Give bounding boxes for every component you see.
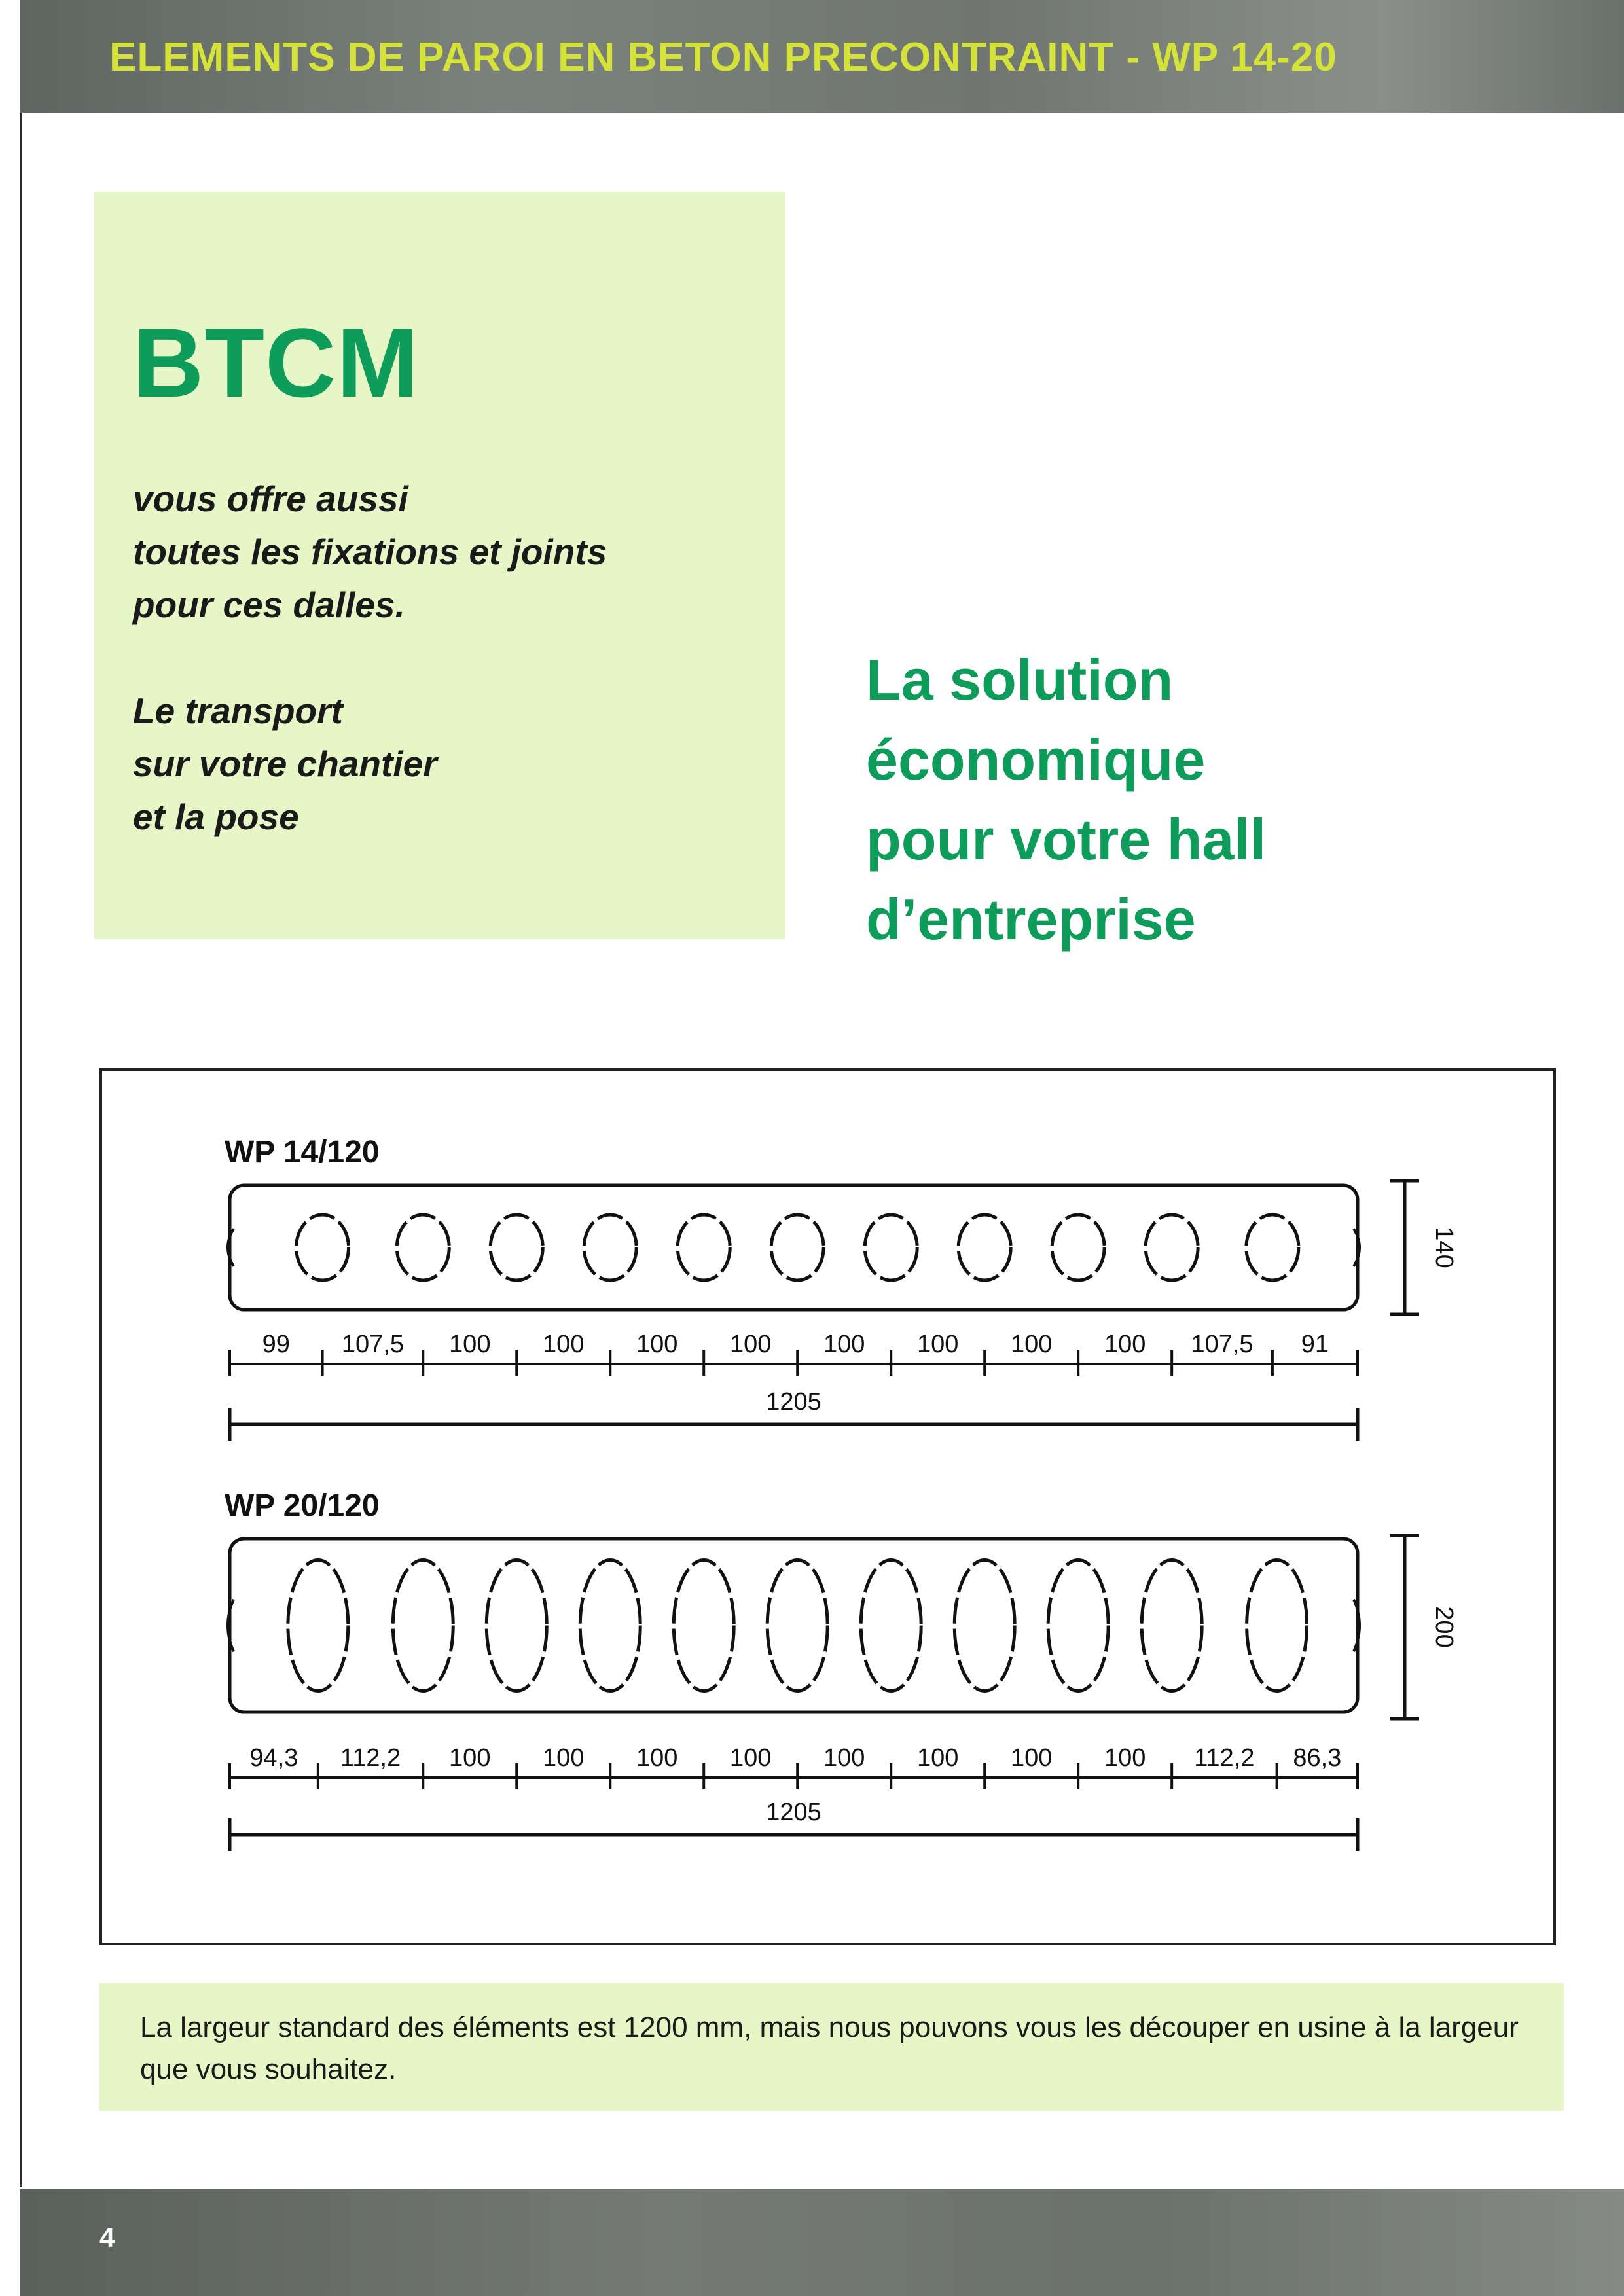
hollow-core	[490, 1215, 543, 1280]
hollow-core	[486, 1560, 547, 1691]
tagline-line: pour votre hall	[866, 807, 1267, 872]
hollow-core	[954, 1560, 1015, 1691]
left-border-rule	[20, 113, 22, 2187]
slab-outline	[230, 1539, 1358, 1712]
spacing-label: 100	[449, 1331, 491, 1358]
spacing-label: 99	[262, 1331, 290, 1358]
section-title: WP 20/120	[225, 1488, 380, 1523]
spacing-label: 100	[1104, 1744, 1146, 1772]
total-width-label: 1205	[766, 1799, 821, 1826]
spacing-label: 112,2	[1194, 1744, 1255, 1772]
hollow-core	[677, 1215, 730, 1280]
spacing-label: 100	[730, 1331, 772, 1358]
hollow-core	[865, 1215, 917, 1280]
tagline-line: d’entreprise	[866, 887, 1196, 952]
spacing-label: 100	[916, 1744, 959, 1772]
footnote-text: La largeur standard des éléments est 1200 mm, mais nous pouvons vous les découper en usine à la largeur que vous souhaitez.	[140, 2011, 1519, 2085]
intro-line: pour ces dalles.	[133, 584, 405, 625]
intro-line: Le transport	[133, 691, 343, 731]
brand-name: BTCM	[133, 308, 420, 418]
spacing-label: 107,5	[1191, 1331, 1254, 1358]
spacing-label: 100	[543, 1744, 585, 1772]
hollow-core	[288, 1560, 348, 1691]
hollow-core	[1048, 1560, 1108, 1691]
total-width-label: 1205	[766, 1388, 821, 1416]
cross-section-diagram	[99, 1068, 1556, 1945]
spacing-label: 112,2	[340, 1744, 401, 1772]
hollow-core	[674, 1560, 734, 1691]
intro-line: et la pose	[133, 797, 299, 837]
spacing-label: 100	[449, 1744, 491, 1772]
spacing-label: 100	[636, 1331, 678, 1358]
height-label: 200	[1430, 1606, 1458, 1648]
spacing-label: 107,5	[341, 1331, 404, 1358]
footer-band	[20, 2189, 1624, 2296]
hollow-core	[1246, 1215, 1299, 1280]
header-band	[20, 0, 1624, 113]
intro-paragraph-1	[133, 473, 761, 632]
spacing-label: 100	[730, 1744, 772, 1772]
hollow-core	[767, 1560, 827, 1691]
tagline-line: économique	[866, 727, 1206, 792]
hollow-core	[1146, 1215, 1198, 1280]
hollow-core	[397, 1215, 449, 1280]
spacing-label: 86,3	[1293, 1744, 1342, 1772]
hollow-core	[861, 1560, 921, 1691]
hollow-core	[958, 1215, 1011, 1280]
spacing-label: 100	[1010, 1331, 1053, 1358]
intro-line: toutes les fixations et joints	[133, 531, 607, 572]
spacing-label: 100	[543, 1331, 585, 1358]
hollow-core	[580, 1560, 640, 1691]
slab-outline	[230, 1185, 1358, 1310]
intro-line: sur votre chantier	[133, 744, 437, 784]
header-title: ELEMENTS DE PAROI EN BETON PRECONTRAINT - WP 14-20	[109, 35, 1337, 80]
spacing-label: 91	[1301, 1331, 1329, 1358]
tagline-line: La solution	[866, 647, 1174, 712]
hollow-core	[771, 1215, 823, 1280]
spacing-label: 100	[823, 1744, 865, 1772]
tagline	[866, 640, 1586, 960]
section-title: WP 14/120	[225, 1135, 380, 1170]
spacing-label: 100	[1010, 1744, 1053, 1772]
hollow-core	[393, 1560, 453, 1691]
spacing-label: 100	[636, 1744, 678, 1772]
intro-paragraph-2	[133, 685, 761, 844]
height-label: 140	[1430, 1227, 1458, 1268]
cross-section-drawing	[102, 1071, 1553, 1943]
footnote-panel	[99, 1983, 1564, 2111]
hollow-core	[584, 1215, 636, 1280]
spacing-label: 100	[1104, 1331, 1146, 1358]
spacing-label: 100	[916, 1331, 959, 1358]
spacing-label: 100	[823, 1331, 865, 1358]
spacing-label: 94,3	[249, 1744, 298, 1772]
hollow-core	[1052, 1215, 1104, 1280]
hollow-core	[1142, 1560, 1202, 1691]
hollow-core	[1247, 1560, 1307, 1691]
hollow-core	[297, 1215, 349, 1280]
page-number: 4	[99, 2222, 115, 2253]
intro-line: vous offre aussi	[133, 478, 408, 519]
